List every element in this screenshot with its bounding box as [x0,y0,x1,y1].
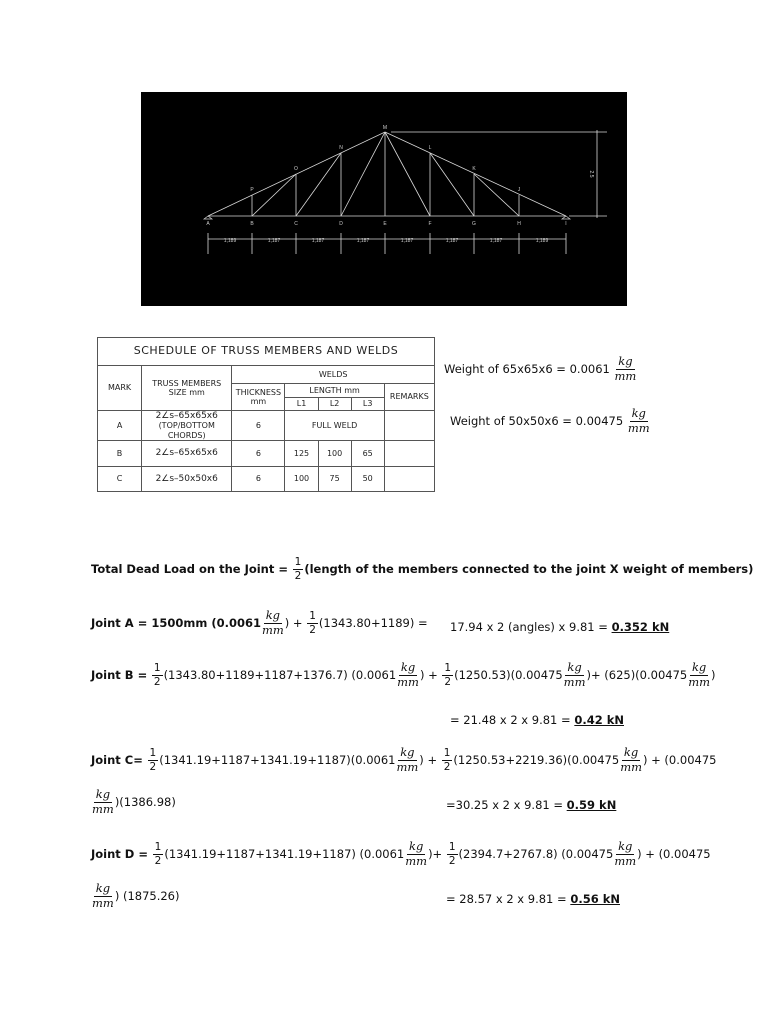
table-row [98,466,435,491]
row-b-mark: B [98,440,142,466]
joint-b-result [450,713,624,727]
half-den: 2 [448,854,456,867]
height-label: 2.5 [588,170,594,178]
truss-svg [141,92,627,306]
row-b-thickness: 6 [232,440,285,466]
half-num: 1 [309,610,316,622]
header-members: TRUSS MEMBERS SIZE mm [142,366,232,411]
joint-b-p3: (1250.53)(0.00475 [454,668,563,682]
joint-label-d: D [339,221,343,227]
joint-label-j: J [517,187,521,193]
diagonal-c [296,153,341,216]
unit-num: kg [623,745,639,759]
half-fraction [148,748,159,772]
truss-drawing [141,92,627,306]
half-den: 2 [443,760,451,773]
dim-label-7: 1,187 [489,238,503,244]
joint-b-p5: ) [711,668,716,682]
unit-num: kg [408,839,424,853]
dim-label-3: 1,187 [311,238,325,244]
joint-a-result-pre: 17.94 x 2 (angles) x 9.81 = [450,620,608,634]
joint-c-equation [91,747,716,773]
joint-c-result-pre: =30.25 x 2 x 9.81 = [446,798,564,812]
header-thickness: THICKNESS mm [232,384,285,411]
half-num: 1 [153,662,161,674]
joint-label-n: N [339,145,343,151]
joint-label-g: G [472,221,476,227]
half-fraction [153,842,164,866]
joint-a-result-value: 0.352 kN [611,620,670,634]
joint-c-result-value: 0.59 kN [566,798,617,812]
unit-fraction [615,356,637,382]
joint-d-p2: )+ [428,847,443,861]
half-num: 1 [443,747,451,759]
unit-fraction [620,747,642,773]
half-fraction [293,557,304,581]
row-b-size: 2∠s–65x65x6 [142,440,232,466]
total-suffix: (length of the members connected to the joint X weight of members) [304,562,754,576]
diagonal-d [341,132,385,216]
joint-c-result [446,798,616,812]
joint-b-label: Joint B = [91,668,148,682]
joint-label-p: P [250,187,254,193]
unit-den: mm [688,674,711,689]
unit-num: kg [631,406,646,420]
joint-a-equation [91,610,428,636]
weight-65 [444,356,637,382]
header-length: LENGTH mm [285,384,384,398]
unit-den: mm [397,674,419,689]
unit-den: mm [92,801,114,816]
unit-fraction [614,841,636,867]
joint-c-line2: )(1386.98) [114,795,176,809]
half-num: 1 [444,662,452,674]
half-den: 2 [294,569,302,582]
row-b-l3: 65 [351,440,384,466]
support-left [204,216,212,219]
unit-num: kg [95,787,111,801]
joint-c-equation-line2 [91,789,176,815]
weight-50 [450,408,651,434]
weight-65-text: Weight of 65x65x6 = 0.0061 [444,362,610,376]
joint-label-a: A [206,221,210,227]
joint-d-equation [91,841,711,867]
joint-label-c: C [294,221,298,227]
half-den: 2 [309,623,316,636]
row-a-size [142,411,232,441]
joint-d-p3: (2394.7+2767.8) (0.00475 [458,847,614,861]
half-num: 1 [448,841,456,853]
diagonal-f [385,132,430,216]
unit-fraction [564,662,586,688]
joint-a-tail: (1343.80+1189) = [318,616,428,630]
row-c-l3: 50 [351,466,384,491]
joint-d-result [446,892,620,906]
dim-label-1: 1,189 [223,238,237,244]
diagonal-b [252,174,296,216]
joint-d-result-value: 0.56 kN [570,892,620,906]
joint-label-k: K [472,166,476,172]
total-prefix: Total Dead Load on the Joint = [91,562,289,576]
joint-a-label: Joint A = 1500mm (0.0061 [91,616,261,630]
top-chord-left [208,132,385,216]
row-c-l2: 75 [318,466,351,491]
schedule-table [97,337,435,492]
row-a-weld: FULL WELD [285,411,384,441]
dim-label-2: 1,187 [267,238,281,244]
row-a-size-text: 2∠s–65x65x6 [155,411,218,421]
row-c-mark: C [98,466,142,491]
row-b-remarks [384,440,434,466]
top-chord-right [385,132,566,216]
joint-d-p4: ) + (0.00475 [637,847,711,861]
row-c-l1: 100 [285,466,318,491]
unit-den: mm [620,759,642,774]
unit-den: mm [92,895,114,910]
unit-num: kg [95,881,111,895]
unit-num: kg [567,660,582,674]
header-mark: MARK [98,366,142,411]
half-num: 1 [149,747,157,759]
row-b-l1: 125 [285,440,318,466]
total-dead-load [91,557,753,581]
joint-c-label: Joint C= [91,753,143,767]
row-a-remarks [384,411,434,441]
joint-c-p4: ) + (0.00475 [643,753,717,767]
unit-fraction [688,662,710,688]
row-c-size: 2∠s–50x50x6 [142,466,232,491]
joint-b-p4: )+ (625)(0.00475 [586,668,688,682]
joint-d-line2: ) (1875.26) [114,889,180,903]
unit-fraction [405,841,427,867]
joint-a-mid: ) + [284,616,303,630]
unit-fraction [92,789,114,815]
row-b-l2: 100 [318,440,351,466]
unit-den: mm [261,622,284,637]
joint-b-equation [91,662,716,688]
row-a-mark: A [98,411,142,441]
header-l2: L2 [318,398,351,411]
table-row [98,411,435,441]
dim-label-4: 1,187 [356,238,370,244]
dim-label-5: 1,187 [400,238,414,244]
joint-label-o: O [294,166,298,172]
table-row [98,440,435,466]
joint-a-result [450,620,669,634]
unit-num: kg [400,660,416,674]
unit-num: kg [618,839,633,853]
unit-den: mm [405,853,428,868]
joint-c-p1: (1341.19+1187+1341.19+1187)(0.0061 [159,753,396,767]
unit-num: kg [265,608,281,622]
joint-label-b: B [250,221,254,227]
joint-d-equation-line2 [91,883,179,909]
joint-label-e: E [383,221,387,227]
support-right [562,216,570,219]
half-fraction [442,748,453,772]
header-l3: L3 [351,398,384,411]
half-den: 2 [149,760,157,773]
joint-b-p1: (1343.80+1189+1187+1376.7) (0.0061 [163,668,397,682]
half-num: 1 [294,556,302,568]
joint-c-p3: (1250.53+2219.36)(0.00475 [453,753,620,767]
unit-num: kg [691,660,707,674]
joint-d-label: Joint D = [91,847,148,861]
unit-fraction [397,662,419,688]
half-num: 1 [154,841,162,853]
unit-fraction [92,883,114,909]
joint-b-result-pre: = 21.48 x 2 x 9.81 = [450,713,571,727]
half-fraction [442,663,453,687]
joint-label-m: M [382,125,388,131]
joint-label-f: F [428,221,432,227]
weight-50-text: Weight of 50x50x6 = 0.00475 [450,414,624,428]
unit-num: kg [618,354,633,368]
joint-d-result-pre: = 28.57 x 2 x 9.81 = [446,892,567,906]
half-den: 2 [153,675,161,688]
header-l1: L1 [285,398,318,411]
unit-den: mm [627,420,650,435]
diagonal-g [430,153,474,216]
half-fraction [447,842,458,866]
joint-label-h: H [517,221,521,227]
joint-d-p1: (1341.19+1187+1341.19+1187) (0.0061 [164,847,405,861]
joint-label-l: L [428,145,432,151]
unit-fraction [396,747,418,773]
joint-c-p2: ) + [419,753,438,767]
unit-den: mm [563,674,586,689]
half-den: 2 [444,675,452,688]
unit-fraction [262,610,284,636]
half-den: 2 [154,854,162,867]
dim-label-8: 1,189 [535,238,549,244]
row-c-thickness: 6 [232,466,285,491]
half-fraction [307,611,318,635]
joint-b-result-value: 0.42 kN [574,713,624,727]
dim-label-6: 1,187 [445,238,459,244]
joint-b-p2: ) + [419,668,438,682]
schedule-title: SCHEDULE OF TRUSS MEMBERS AND WELDS [98,338,435,366]
row-c-remarks [384,466,434,491]
row-a-size-note: (TOP/BOTTOM CHORDS) [158,421,215,440]
header-welds: WELDS [232,366,435,384]
unit-den: mm [614,853,637,868]
header-remarks: REMARKS [384,384,434,411]
unit-num: kg [400,745,415,759]
unit-fraction [628,408,650,434]
row-a-thickness: 6 [232,411,285,441]
unit-den: mm [614,368,637,383]
unit-den: mm [396,759,419,774]
diagonal-h [474,174,519,216]
half-fraction [152,663,163,687]
joint-label-i: I [565,221,567,227]
